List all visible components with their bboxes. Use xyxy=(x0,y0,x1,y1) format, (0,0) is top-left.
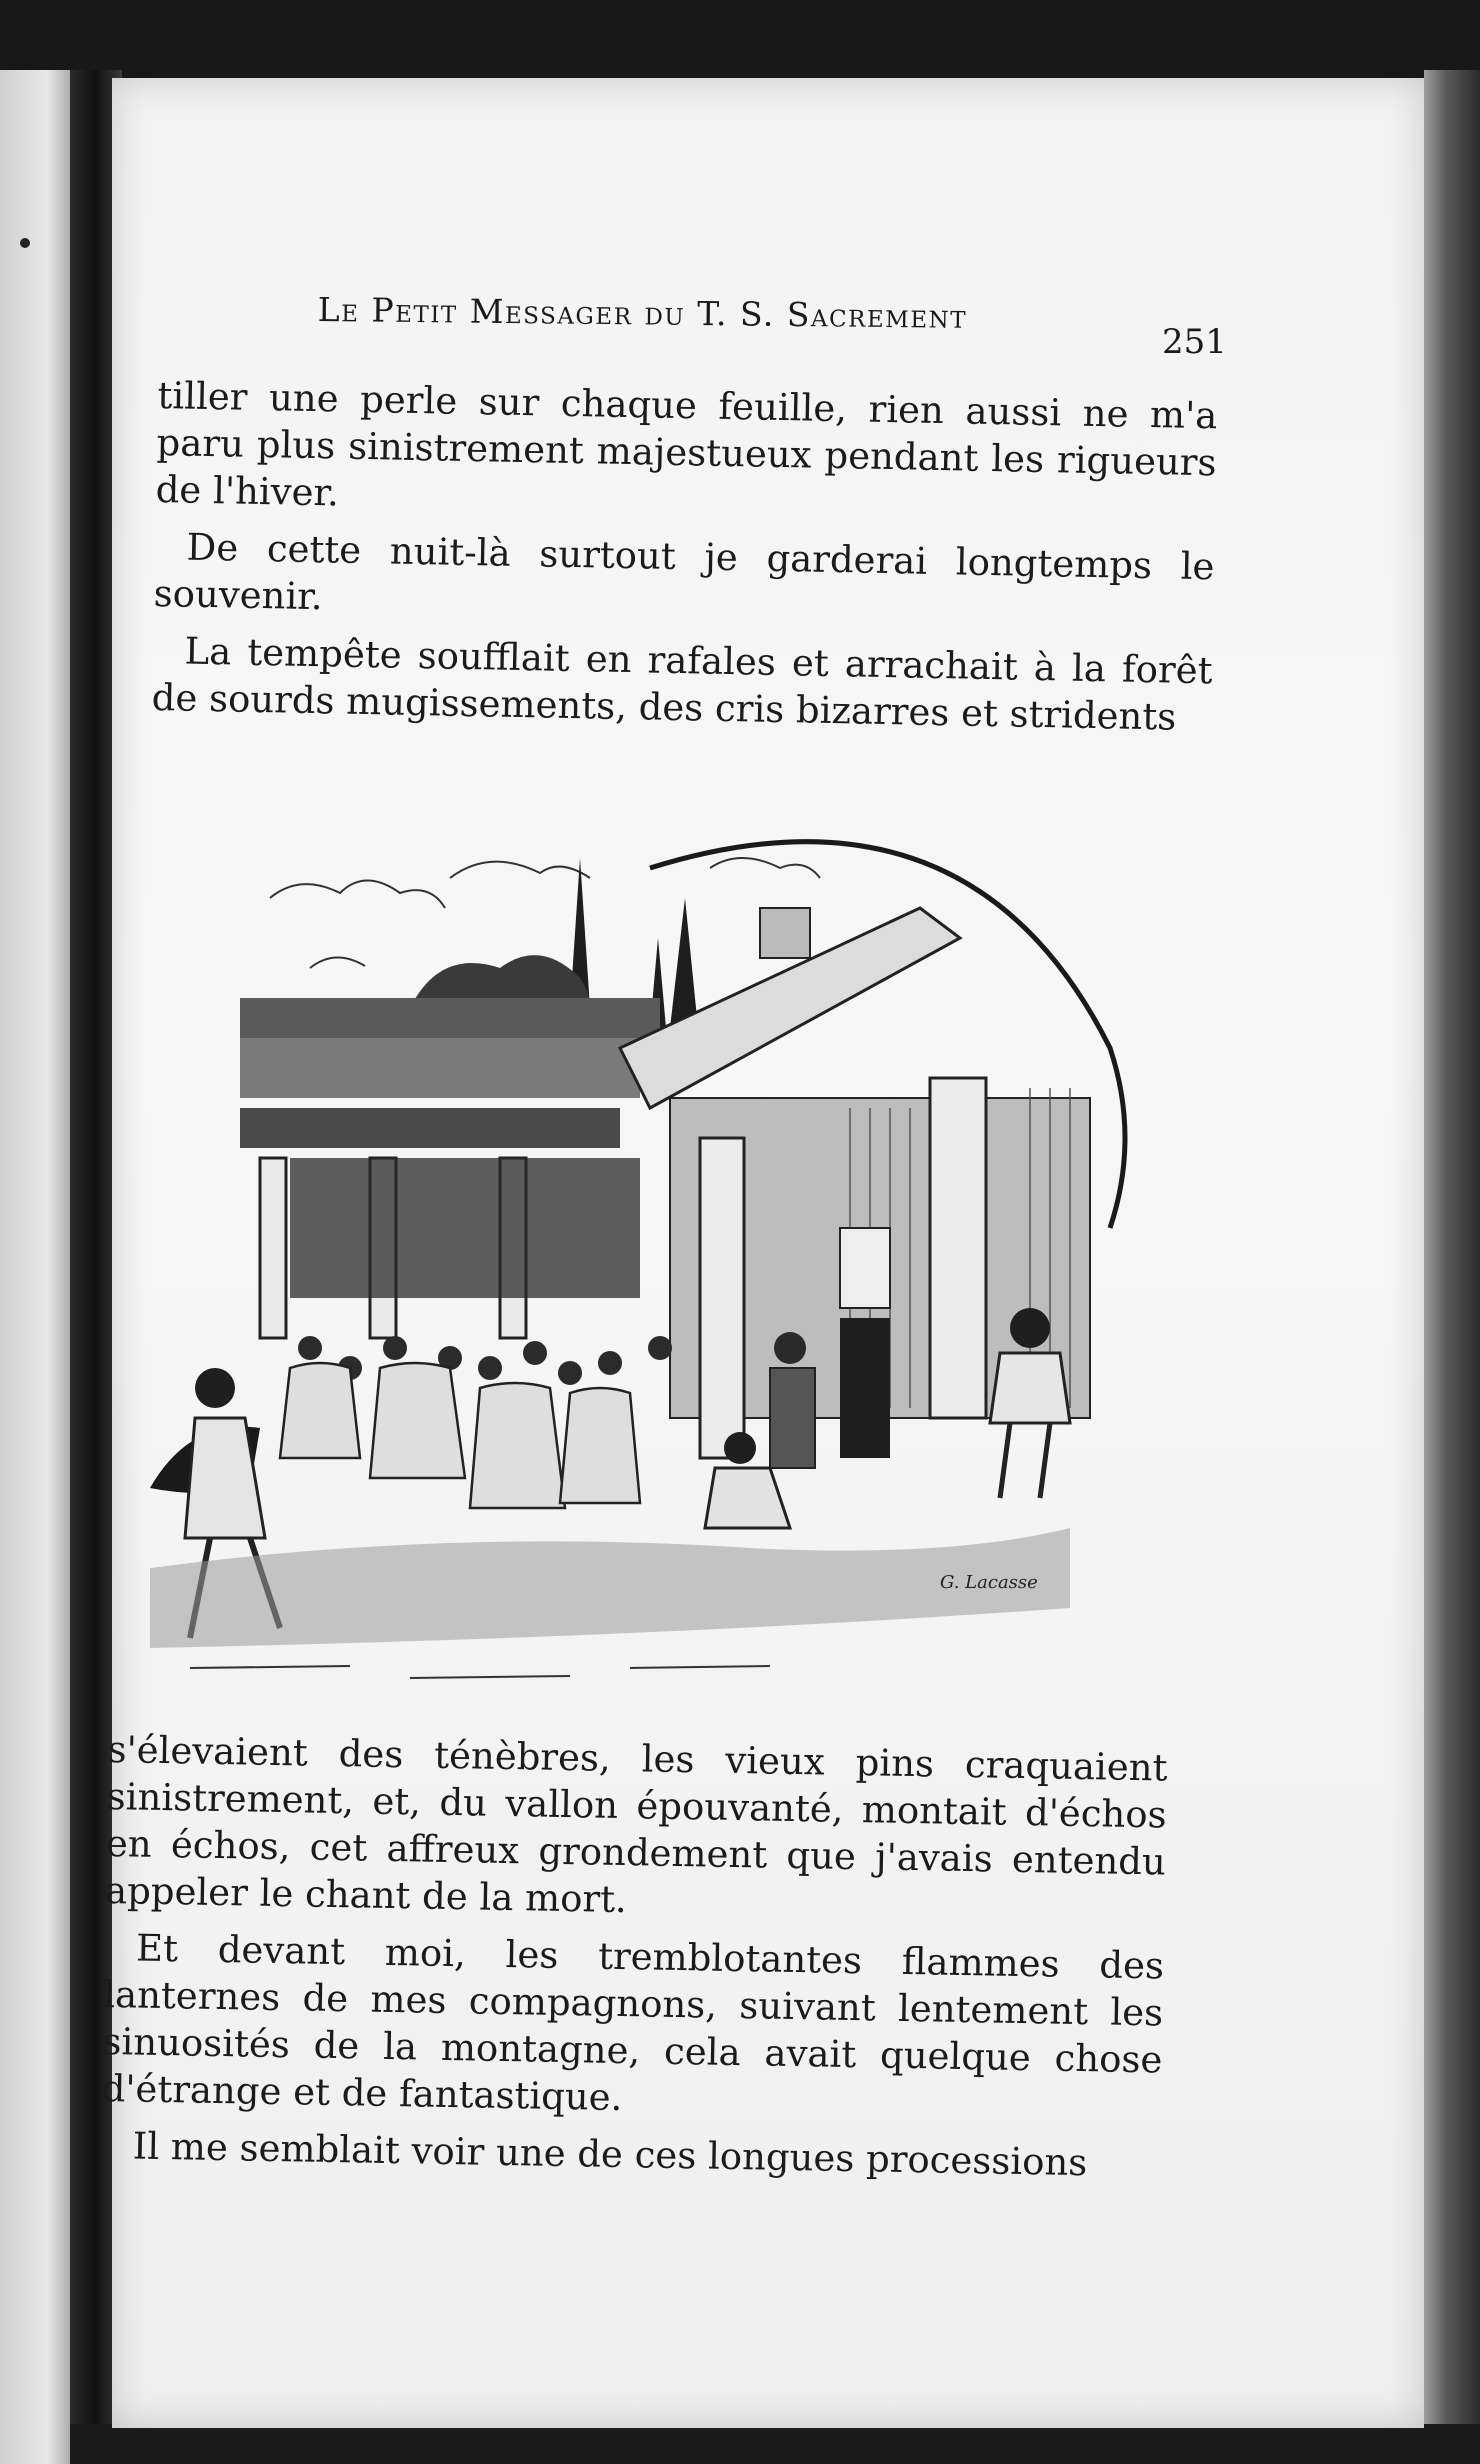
ground xyxy=(150,1528,1070,1648)
upper-wall xyxy=(240,1038,640,1098)
scan-speck xyxy=(20,238,30,248)
roof-left xyxy=(240,998,660,1038)
text-block-bottom xyxy=(100,1726,1168,2187)
portico-shadow xyxy=(290,1158,640,1298)
page-stack-edge xyxy=(1424,70,1480,2464)
porch-roof xyxy=(240,1108,620,1148)
dormer-window xyxy=(760,908,810,958)
window xyxy=(840,1228,890,1308)
clouds xyxy=(270,858,820,968)
running-head-text: Le Petit Messager du T. S. Sacrement xyxy=(317,290,968,336)
ground-strokes xyxy=(190,1666,770,1678)
page-number: 251 xyxy=(1162,322,1227,362)
crowd-bodies xyxy=(280,1363,640,1508)
paragraph: s'élevaient des ténèbres, les vieux pins craquaient sinistrement, et, du vallon épouvanté, montait d'échos en échos, cet affreux grondement que j'avais entendu appeler le chant de la mort. xyxy=(104,1727,1168,1922)
previous-page-edge xyxy=(0,70,78,2464)
scan-bottom-border xyxy=(70,2424,1480,2464)
text-block-top xyxy=(151,372,1218,741)
paragraph: Et devant moi, les tremblotantes flammes des lanternes de mes compagnons, suivant lentement les sinuosités de la montagne, cela avait quelque chose d'étrange et de fantastique. xyxy=(101,1926,1165,2120)
paragraph: tiller une perle sur chaque feuille, rien aussi ne m'a paru plus sinistrement majestueux pendant les rigueurs de l'hiver. xyxy=(155,373,1218,515)
paragraph: De cette nuit-là surtout je garderai longtemps le souvenir. xyxy=(153,525,1215,619)
doorway xyxy=(840,1318,890,1458)
artist-signature: G. Lacasse xyxy=(940,1572,1038,1593)
paragraph: La tempête soufflait en rafales et arrachait à la forêt de sourds mugissements, des cris bizarres et stridents xyxy=(151,629,1213,739)
engraving-illustration xyxy=(150,808,1140,1708)
paragraph: Il me semblait voir une de ces longues processions xyxy=(132,2124,1088,2185)
